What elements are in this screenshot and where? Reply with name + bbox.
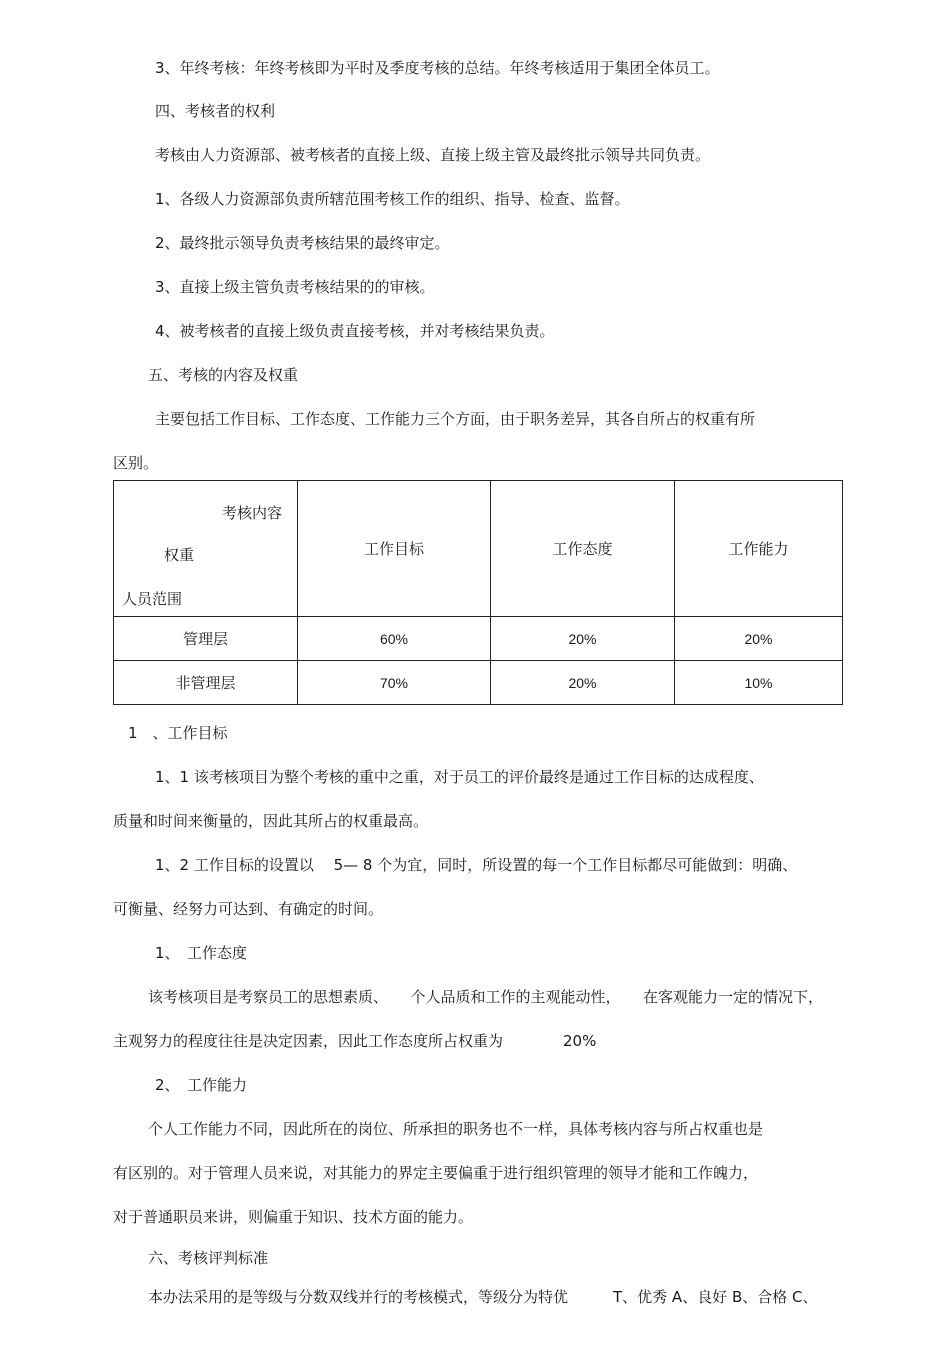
heading-work-ability: 2、 工作能力 xyxy=(155,1076,248,1094)
para-content-weights-cont: 区别。 xyxy=(113,454,159,472)
para-reviewer-intro: 考核由人力资源部、被考核者的直接上级、直接上级主管及最终批示领导共同负责。 xyxy=(155,146,711,164)
para-item-4: 4、被考核者的直接上级负责直接考核，并对考核结果负责。 xyxy=(155,322,555,340)
para-goals-1-2-cont: 可衡量、经努力可达到、有确定的时间。 xyxy=(113,900,384,918)
heading-section-4: 四、考核者的权利 xyxy=(155,102,276,120)
para-attitude: 该考核项目是考察员工的思想素质、 个人品质和工作的主观能动性， 在客观能力一定的情况下， xyxy=(148,988,824,1006)
para-item-1: 1、各级人力资源部负责所辖范围考核工作的组织、指导、检查、监督。 xyxy=(155,190,630,208)
column-header: 工作态度 xyxy=(491,481,675,617)
table-row xyxy=(114,661,843,705)
para-goals-1-1: 1、1 该考核项目为整个考核的重中之重，对于员工的评价最终是通过工作目标的达成程度、 xyxy=(155,768,764,786)
header-weight-label: 权重 xyxy=(164,545,195,564)
para-ability-cont-2: 对于普通职员来讲，则偏重于知识、技术方面的能力。 xyxy=(113,1208,474,1226)
para-item-3: 3、直接上级主管负责考核结果的的审核。 xyxy=(155,278,435,296)
row-label: 管理层 xyxy=(114,617,298,661)
para-grading-standard: 本办法采用的是等级与分数双线并行的考核模式，等级分为特优 T、优秀 A、良好 B、合格 C、 xyxy=(148,1288,818,1306)
para-goals-1-1-cont: 质量和时间来衡量的，因此其所占的权重最高。 xyxy=(113,812,429,830)
para-item-2: 2、最终批示领导负责考核结果的最终审定。 xyxy=(155,234,450,252)
table-diagonal-header xyxy=(114,481,298,617)
para-year-end-review: 3、年终考核：年终考核即为平时及季度考核的总结。年终考核适用于集团全体员工。 xyxy=(155,59,720,77)
table-cell: 20% xyxy=(675,617,843,661)
heading-section-5: 五、考核的内容及权重 xyxy=(148,366,299,384)
para-attitude-cont: 主观努力的程度往往是决定因素，因此工作态度所占权重为 20% xyxy=(113,1032,597,1050)
table-cell: 70% xyxy=(298,661,491,705)
heading-work-attitude: 1、 工作态度 xyxy=(155,944,248,962)
table-cell: 10% xyxy=(675,661,843,705)
column-header: 工作能力 xyxy=(675,481,843,617)
heading-section-6: 六、考核评判标准 xyxy=(148,1249,269,1267)
para-content-weights: 主要包括工作目标、工作态度、工作能力三个方面，由于职务差异，其各自所占的权重有所 xyxy=(155,410,756,428)
para-ability-cont-1: 有区别的。对于管理人员来说，对其能力的界定主要偏重于进行组织管理的领导才能和工作魄力， xyxy=(113,1164,759,1182)
table-cell: 20% xyxy=(491,617,675,661)
row-label: 非管理层 xyxy=(114,661,298,705)
table-cell: 20% xyxy=(491,661,675,705)
column-header: 工作目标 xyxy=(298,481,491,617)
table-row xyxy=(114,617,843,661)
header-content-label: 考核内容 xyxy=(222,503,283,522)
para-goals-1-2: 1、2 工作目标的设置以 5— 8 个为宜，同时，所设置的每一个工作目标都尽可能做到：明确、 xyxy=(155,856,798,874)
heading-work-goals: 1 、工作目标 xyxy=(128,724,228,742)
header-scope-label: 人员范围 xyxy=(122,589,183,608)
weights-table xyxy=(113,480,842,704)
table-cell: 60% xyxy=(298,617,491,661)
para-ability: 个人工作能力不同，因此所在的岗位、所承担的职务也不一样，具体考核内容与所占权重也是 xyxy=(148,1120,764,1138)
